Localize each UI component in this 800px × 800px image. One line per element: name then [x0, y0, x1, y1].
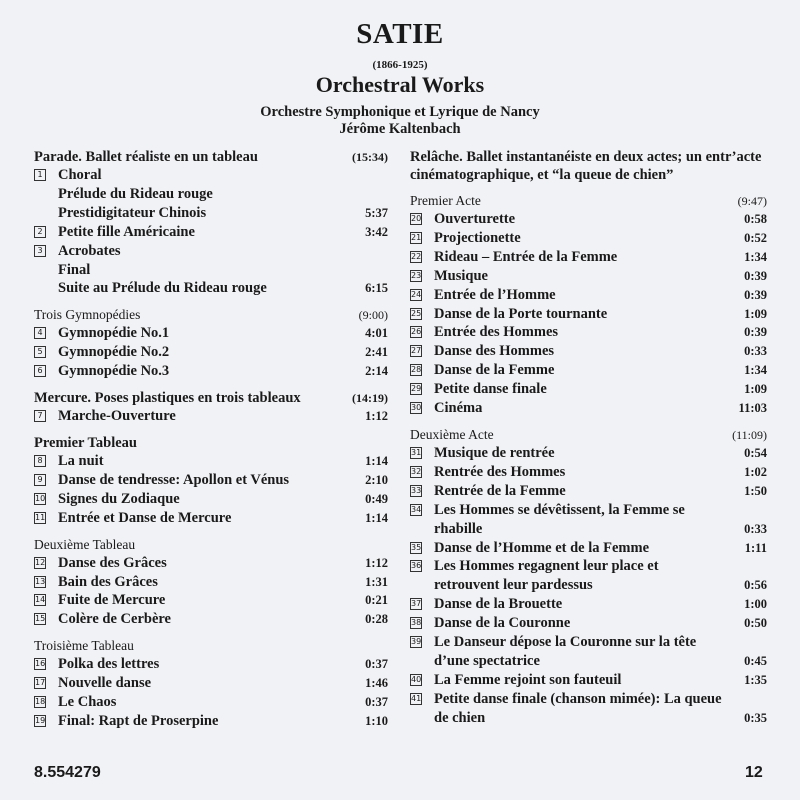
- section-title: Trois Gymnopédies: [34, 307, 141, 323]
- track-title: Rentrée des Hommes: [434, 463, 566, 480]
- track-duration: 1:31: [365, 574, 388, 589]
- track-title: Marche-Ouverture: [58, 408, 176, 425]
- section-heading: [410, 426, 767, 444]
- section-title: Mercure. Poses plastiques en trois tableaux: [34, 390, 301, 407]
- track-number: 41: [411, 693, 422, 703]
- track-continuation: [410, 709, 767, 728]
- track-row: [34, 509, 388, 528]
- track-duration: 1:11: [744, 540, 767, 555]
- track-title: Polka des lettres: [58, 656, 160, 673]
- track-number: 5: [34, 346, 46, 358]
- track-row: [34, 591, 388, 610]
- track-number: 15: [35, 614, 46, 624]
- track-number: 21: [411, 232, 422, 242]
- track-title: Gymnopédie No.2: [58, 344, 170, 361]
- track-row: [410, 380, 767, 399]
- track-row: [34, 324, 388, 343]
- track-title: Bain des Grâces: [58, 573, 158, 590]
- track-row: [410, 595, 767, 614]
- track-title: Danse des Grâces: [58, 554, 167, 571]
- track-row: [410, 444, 767, 463]
- track-duration: 1:09: [744, 306, 767, 321]
- track-title: Les Hommes se dévêtissent, la Femme se: [434, 501, 685, 518]
- track-row: [34, 610, 388, 629]
- track-title: Petite fille Américaine: [58, 223, 195, 240]
- track-title: Entrée de l’Homme: [434, 286, 556, 303]
- track-continuation: [34, 261, 388, 280]
- track-continuation: [34, 279, 388, 298]
- track-number: 19: [35, 715, 46, 725]
- track-duration: 2:41: [365, 345, 388, 360]
- track-title: Danse de la Brouette: [434, 596, 563, 613]
- track-duration: 2:10: [365, 472, 388, 487]
- track-duration: 1:14: [365, 510, 388, 525]
- track-title: Danse de la Porte tournante: [434, 305, 608, 322]
- track-continuation: [410, 520, 767, 539]
- track-duration: 1:10: [365, 713, 388, 728]
- track-number: 39: [411, 637, 422, 647]
- album-subtitle: Orchestral Works: [315, 72, 485, 97]
- section-title: Deuxième Tableau: [34, 536, 136, 552]
- track-title: Fuite de Mercure: [58, 592, 166, 609]
- section-title: Deuxième Acte: [410, 426, 494, 442]
- track-duration: 0:35: [744, 710, 767, 725]
- track-number: 2: [34, 226, 46, 238]
- section-duration: (11:09): [732, 427, 767, 442]
- track-number: 13: [35, 576, 46, 586]
- track-title: retrouvent leur pardessus: [434, 577, 593, 594]
- section-title: Parade. Ballet réaliste en un tableau: [34, 149, 258, 165]
- track-row: [34, 242, 388, 261]
- track-title: Rideau – Entrée de la Femme: [434, 248, 618, 265]
- section-title: Premier Tableau: [34, 434, 137, 451]
- track-duration: 0:39: [744, 268, 767, 283]
- track-row: [410, 210, 767, 229]
- track-row: [34, 674, 388, 693]
- tracklist-left-column: [34, 148, 388, 731]
- track-row: [410, 633, 767, 652]
- track-title: Ouverturette: [434, 211, 516, 227]
- track-title: Prélude du Rideau rouge: [58, 185, 213, 202]
- section-heading: [34, 389, 388, 407]
- page-number: 12: [745, 764, 763, 781]
- track-title: Choral: [58, 167, 102, 183]
- track-duration: 3:42: [365, 224, 388, 239]
- track-number: 10: [35, 493, 46, 503]
- track-duration: 0:54: [744, 445, 767, 460]
- track-title: de chien: [434, 709, 486, 726]
- track-row: [34, 554, 388, 573]
- track-row: [410, 539, 767, 558]
- track-duration: 0:39: [744, 325, 767, 340]
- track-row: [410, 286, 767, 305]
- track-title: Danse de la Couronne: [434, 615, 571, 632]
- section-duration: (9:00): [358, 308, 388, 323]
- track-continuation: [410, 652, 767, 671]
- catalog-number: 8.554279: [34, 764, 101, 781]
- track-row: [34, 471, 388, 490]
- track-duration: 0:28: [365, 612, 388, 627]
- section-heading: [34, 148, 388, 166]
- track-title: Colère de Cerbère: [58, 611, 171, 628]
- track-duration: 0:50: [744, 616, 767, 631]
- track-duration: 2:14: [365, 364, 388, 379]
- track-row: [410, 267, 767, 286]
- track-title: Les Hommes regagnent leur place et: [434, 558, 659, 575]
- track-duration: 1:14: [365, 453, 388, 468]
- track-number: 22: [411, 251, 422, 261]
- track-title: Gymnopédie No.3: [58, 363, 170, 380]
- track-duration: 4:01: [365, 326, 388, 341]
- track-title: Signes du Zodiaque: [58, 490, 180, 507]
- track-row: [410, 463, 767, 482]
- track-row: [410, 305, 767, 324]
- conductor-name: Jérôme Kaltenbach: [339, 121, 461, 137]
- composer-name: SATIE: [356, 18, 444, 50]
- track-title: Danse de la Femme: [434, 362, 555, 379]
- track-number: 37: [411, 599, 422, 609]
- track-duration: 1:50: [744, 483, 767, 498]
- track-number: 11: [35, 512, 46, 522]
- track-title: Petite danse finale (chanson mimée): La queue: [434, 690, 722, 707]
- track-duration: 0:21: [365, 593, 388, 608]
- track-number: 1: [34, 169, 46, 181]
- track-row: [34, 490, 388, 509]
- track-number: 9: [34, 474, 46, 486]
- track-title: Final: Rapt de Proserpine: [58, 712, 219, 729]
- track-duration: 0:58: [744, 212, 767, 226]
- track-row: [34, 693, 388, 712]
- track-duration: 0:33: [744, 344, 767, 359]
- section-duration: (14:19): [352, 391, 388, 406]
- track-title: Projectionette: [434, 229, 521, 246]
- track-row: [34, 166, 388, 185]
- track-row: [410, 248, 767, 267]
- track-number: 27: [411, 346, 422, 356]
- track-duration: 0:49: [365, 491, 388, 506]
- track-row: [34, 573, 388, 592]
- track-duration: 5:37: [365, 205, 388, 220]
- track-title: Final: [58, 261, 91, 278]
- track-title: Le Chaos: [58, 694, 117, 711]
- section-heading: [410, 148, 767, 184]
- track-number: 30: [411, 403, 422, 413]
- track-row: [34, 452, 388, 471]
- track-title: Musique de rentrée: [434, 444, 555, 461]
- track-row: [410, 501, 767, 520]
- track-number: 26: [411, 327, 422, 337]
- section-heading: [34, 434, 388, 452]
- track-number: 36: [411, 561, 422, 571]
- track-title: La nuit: [58, 452, 104, 469]
- track-number: 4: [34, 327, 46, 339]
- track-duration: 11:03: [738, 401, 767, 416]
- track-row: [410, 229, 767, 248]
- track-duration: 0:52: [744, 230, 767, 245]
- track-number: 17: [35, 678, 46, 688]
- track-title: Entrée des Hommes: [434, 324, 559, 341]
- section-title: Relâche. Ballet instantanéiste en deux actes; un entr’acte cinématographique, et “la queue de chien”: [410, 149, 762, 183]
- track-row: [34, 223, 388, 242]
- track-duration: 1:02: [744, 464, 767, 479]
- track-row: [410, 482, 767, 501]
- track-row: [34, 712, 388, 731]
- track-duration: 6:15: [365, 281, 388, 296]
- track-number: 40: [411, 674, 422, 684]
- track-number: 34: [411, 504, 422, 514]
- track-number: 6: [34, 365, 46, 377]
- section-title: Troisième Tableau: [34, 638, 134, 654]
- track-number: 16: [35, 659, 46, 669]
- track-row: [410, 690, 767, 709]
- track-row: [34, 362, 388, 381]
- track-row: [410, 361, 767, 380]
- track-duration: 0:33: [744, 521, 767, 536]
- track-number: 24: [411, 289, 422, 299]
- track-number: 3: [34, 245, 46, 257]
- composer-dates: (1866-1925): [372, 59, 428, 71]
- track-row: [410, 557, 767, 576]
- track-number: 33: [411, 485, 422, 495]
- track-continuation: [34, 185, 388, 204]
- track-duration: 1:35: [744, 672, 767, 687]
- track-row: [410, 323, 767, 342]
- section-title: Premier Acte: [410, 193, 481, 208]
- track-title: La Femme rejoint son fauteuil: [434, 671, 622, 688]
- track-number: 14: [35, 595, 46, 605]
- track-duration: 0:45: [744, 653, 767, 668]
- track-duration: 0:39: [744, 287, 767, 302]
- track-number: 32: [411, 466, 422, 476]
- track-number: 23: [411, 270, 422, 280]
- track-number: 12: [35, 557, 46, 567]
- track-row: [34, 407, 388, 426]
- track-number: 38: [411, 618, 422, 628]
- track-title: Acrobates: [58, 242, 121, 259]
- track-duration: 1:12: [365, 409, 388, 424]
- track-number: 20: [411, 214, 422, 223]
- track-title: Suite au Prélude du Rideau rouge: [58, 280, 267, 297]
- track-title: Rentrée de la Femme: [434, 482, 566, 499]
- track-title: Prestidigitateur Chinois: [58, 204, 207, 221]
- track-row: [34, 343, 388, 362]
- track-row: [410, 342, 767, 361]
- track-duration: 1:12: [365, 555, 388, 570]
- track-continuation: [34, 204, 388, 223]
- track-duration: 1:34: [744, 363, 767, 378]
- track-title: Cinéma: [434, 400, 483, 417]
- track-duration: 1:00: [744, 597, 767, 612]
- track-continuation: [410, 576, 767, 595]
- track-duration: 0:56: [744, 578, 767, 593]
- track-title: Nouvelle danse: [58, 675, 152, 692]
- track-number: 18: [35, 697, 46, 707]
- track-number: 29: [411, 384, 422, 394]
- track-duration: 0:37: [365, 657, 388, 672]
- track-title: rhabille: [434, 520, 483, 537]
- section-heading: [34, 637, 388, 655]
- track-duration: 1:46: [365, 676, 388, 691]
- track-title: Musique: [434, 267, 488, 284]
- track-number: 31: [411, 447, 422, 457]
- section-heading: [34, 306, 388, 324]
- track-row: [410, 614, 767, 633]
- track-title: Danse des Hommes: [434, 343, 555, 360]
- track-row: [34, 655, 388, 674]
- track-title: Danse de tendresse: Apollon et Vénus: [58, 471, 290, 488]
- orchestra-name: Orchestre Symphonique et Lyrique de Nancy: [260, 104, 540, 120]
- track-number: 35: [411, 542, 422, 552]
- track-duration: 0:37: [365, 695, 388, 710]
- track-number: 7: [34, 410, 46, 422]
- section-heading: [34, 536, 388, 554]
- track-number: 28: [411, 365, 422, 375]
- section-duration: (9:47): [737, 194, 767, 208]
- track-number: 8: [34, 455, 46, 467]
- track-duration: 1:09: [744, 382, 767, 397]
- track-row: [410, 399, 767, 418]
- track-title: Danse de l’Homme et de la Femme: [434, 539, 650, 556]
- section-heading: [410, 192, 767, 210]
- tracklist-right-column: [410, 148, 767, 728]
- track-title: d’une spectatrice: [434, 652, 540, 669]
- track-title: Gymnopédie No.1: [58, 325, 170, 342]
- track-number: 25: [411, 308, 422, 318]
- track-title: Entrée et Danse de Mercure: [58, 509, 232, 526]
- track-title: Le Danseur dépose la Couronne sur la tête: [434, 634, 697, 651]
- track-duration: 1:34: [744, 249, 767, 264]
- track-title: Petite danse finale: [434, 381, 547, 398]
- section-duration: (15:34): [352, 150, 388, 164]
- track-row: [410, 671, 767, 690]
